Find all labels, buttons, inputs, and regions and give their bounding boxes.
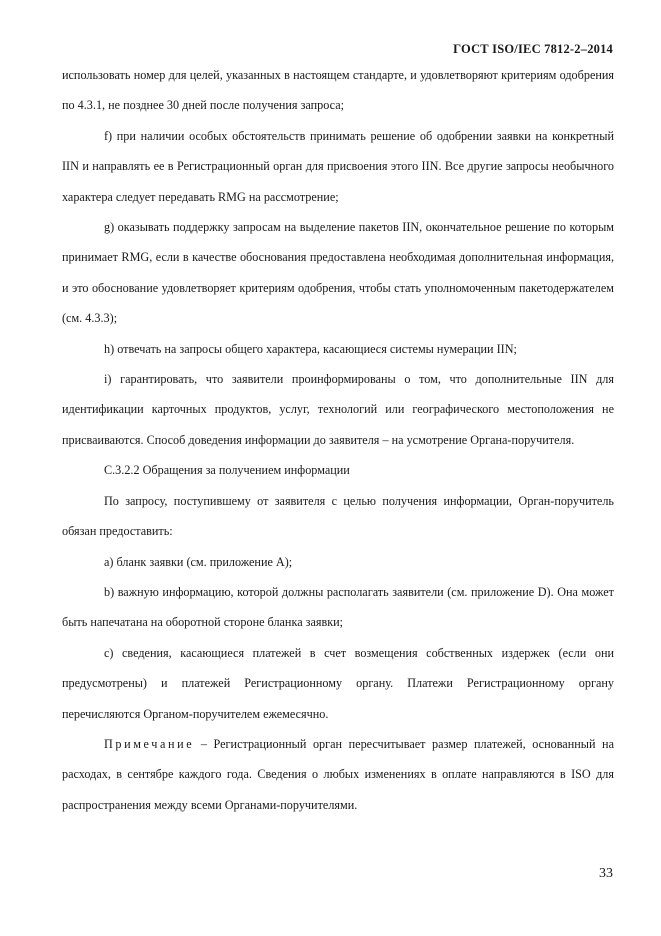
list-item-i: i) гарантировать, что заявители проинформированы о том, что дополнительные IIN для идентификации карточных продуктов, услуг, технологий или географического местоположения не присваиваются. Способ доведения информации до заявителя – на усмотрение Органа-поручителя. [62,372,614,447]
list-item-b: b) важную информацию, которой должны располагать заявители (см. приложение D). Она может быть напечатана на оборотной стороне бланка заявки; [62,584,614,630]
note-paragraph [62,729,614,820]
paragraph-intro: По запросу, поступившему от заявителя с целью получения информации, Орган-поручитель обязан предоставить: [62,493,614,539]
section-heading: С.3.2.2 Обращения за получением информации [104,463,350,478]
list-item-h: h) отвечать на запросы общего характера, касающиеся системы нумерации IIN; [104,341,517,356]
standard-header: ГОСТ ISO/IEC 7812-2–2014 [453,42,613,56]
list-item-g: g) оказывать поддержку запросам на выделение пакетов IIN, окончательное решение по которым принимает RMG, если в качестве обоснования предоставлена необходимая дополнительная информация, и это обоснование удовлетворяет критериям одобрения, чтобы стать уполномоченным пакетодержателем (см. 4.3.3); [62,220,614,326]
list-item-f: f) при наличии особых обстоятельств принимать решение об одобрении заявки на конкретный IIN и направлять ее в Регистрационный орган для присвоения этого IIN. Все другие запросы необычного характера следует передавать RMG на рассмотрение; [62,128,614,204]
note-text: – Регистрационный орган пересчитывает размер платежей, основанный на расходах, в сентябре каждого года. Сведения о любых изменениях в оплате направляются в ISO для распространения между всеми Органами-поручителями. [62,736,614,812]
document-body [62,60,614,820]
paragraph-continuation: использовать номер для целей, указанных в настоящем стандарте, и удовлетворяют критериям одобрения по 4.3.1, не позднее 30 дней после получения запроса; [62,68,614,113]
list-item-a: a) бланк заявки (см. приложение А); [104,554,293,569]
list-item-c: c) сведения, касающиеся платежей в счет возмещения собственных издержек (если они предусмотрены) и платежей Регистрационному органу. Платежи Регистрационному органу перечисляются Органом-поручителем ежемесячно. [62,645,614,721]
note-label: Примечание [104,736,195,751]
page-number: 33 [599,866,613,881]
